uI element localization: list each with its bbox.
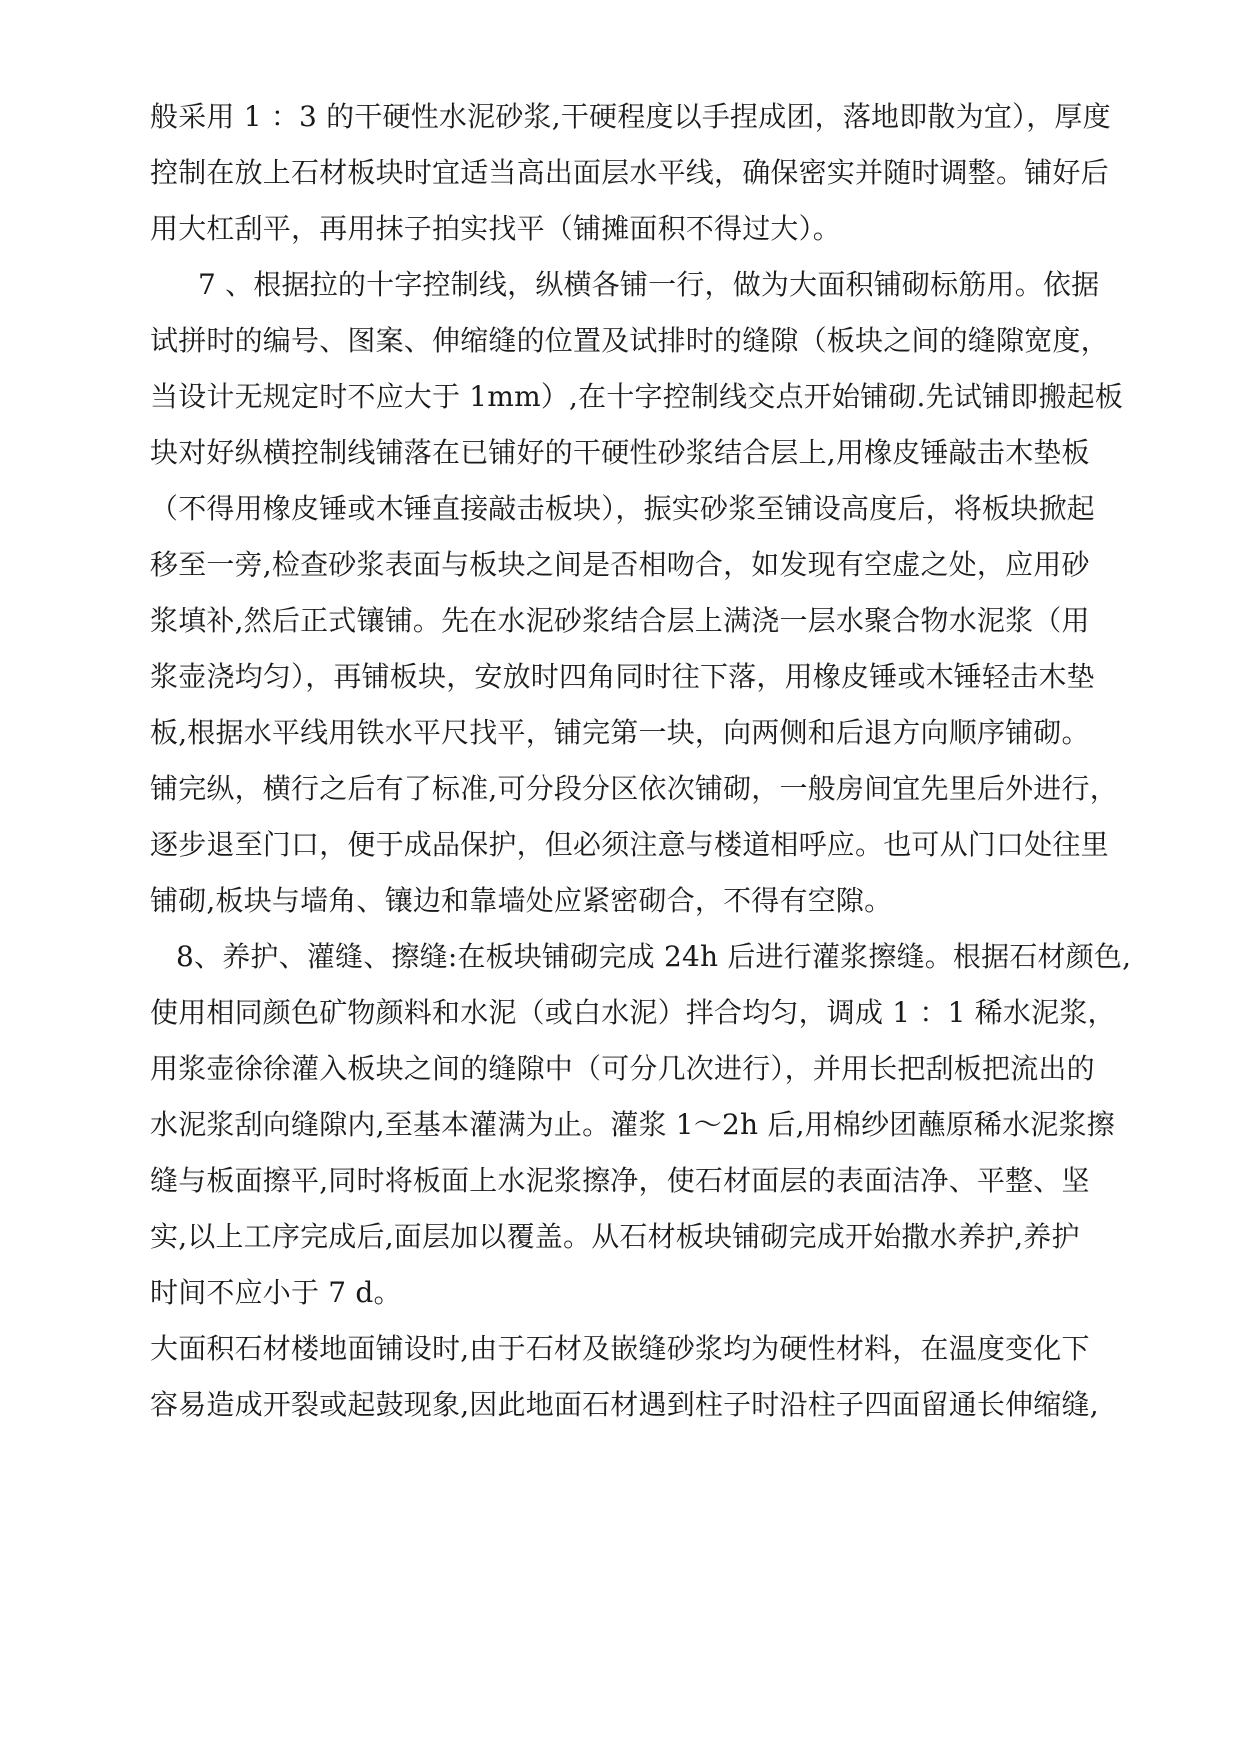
text-line: 浆壶浇均匀），再铺板块，安放时四角同时往下落，用橡皮锤或木锤轻击木垫 [150,660,1095,693]
text-line: 块对好纵横控制线铺落在已铺好的干硬性砂浆结合层上,用橡皮锤敲击木垫板 [150,436,1090,469]
text-line: 用大杠刮平，再用抹子拍实找平（铺摊面积不得过大）。 [150,212,842,245]
text-line: 铺砌,板块与墙角、镶边和靠墙处应紧密砌合，不得有空隙。 [150,884,893,917]
text-line: 铺完纵，横行之后有了标准,可分段分区依次铺砌，一般房间宜先里后外进行， [150,772,1118,805]
text-line: 缝与板面擦平,同时将板面上水泥浆擦净，使石材面层的表面洁净、平整、坚 [150,1164,1090,1197]
text-line: 控制在放上石材板块时宜适当高出面层水平线，确保密实并随时调整。铺好后 [150,156,1109,189]
text-line: 当设计无规定时不应大于 1mm）,在十字控制线交点开始铺砌.先试铺即搬起板 [150,380,1124,413]
text-line: 移至一旁,检查砂浆表面与板块之间是否相吻合，如发现有空虚之处，应用砂 [150,548,1090,581]
text-line: 时间不应小于 7 d。 [150,1276,402,1309]
text-line: 使用相同颜色矿物颜料和水泥（或白水泥）拌合均匀，调成 1 ：1 稀水泥浆， [150,996,1116,1029]
text-line: 8、养护、灌缝、擦缝:在板块铺砌完成 24h 后进行灌浆擦缝。根据石材颜色, [176,940,1132,973]
text-line: 浆填补,然后正式镶铺。先在水泥砂浆结合层上满浇一层水聚合物水泥浆（用 [150,604,1090,637]
text-line: 逐步退至门口，便于成品保护，但必须注意与楼道相呼应。也可从门口处往里 [150,828,1109,861]
text-line: 容易造成开裂或起鼓现象,因此地面石材遇到柱子时沿柱子四面留通长伸缩缝, [150,1388,1099,1421]
text-line: 般采用 1 ：3 的干硬性水泥砂浆,干硬程度以手捏成团，落地即散为宜），厚度 [150,100,1111,133]
text-line: 板,根据水平线用铁水平尺找平，铺完第一块，向两侧和后退方向顺序铺砌。 [150,716,1090,749]
text-line: 大面积石材楼地面铺设时,由于石材及嵌缝砂浆均为硬性材料，在温度变化下 [150,1332,1090,1365]
text-line: 7 、根据拉的十字控制线，纵横各铺一行，做为大面积铺砌标筋用。依据 [198,268,1100,301]
text-line: 水泥浆刮向缝隙内,至基本灌满为止。灌浆 1～2h 后,用棉纱团蘸原稀水泥浆擦 [150,1108,1115,1141]
text-line: （不得用橡皮锤或木锤直接敲击板块），振实砂浆至铺设高度后，将板块掀起 [150,492,1095,525]
text-line: 用浆壶徐徐灌入板块之间的缝隙中（可分几次进行），并用长把刮板把流出的 [150,1052,1095,1085]
text-line: 试拼时的编号、图案、伸缩缝的位置及试排时的缝隙（板块之间的缝隙宽度， [150,324,1109,357]
text-line: 实,以上工序完成后,面层加以覆盖。从石材板块铺砌完成开始撒水养护,养护 [150,1220,1080,1253]
